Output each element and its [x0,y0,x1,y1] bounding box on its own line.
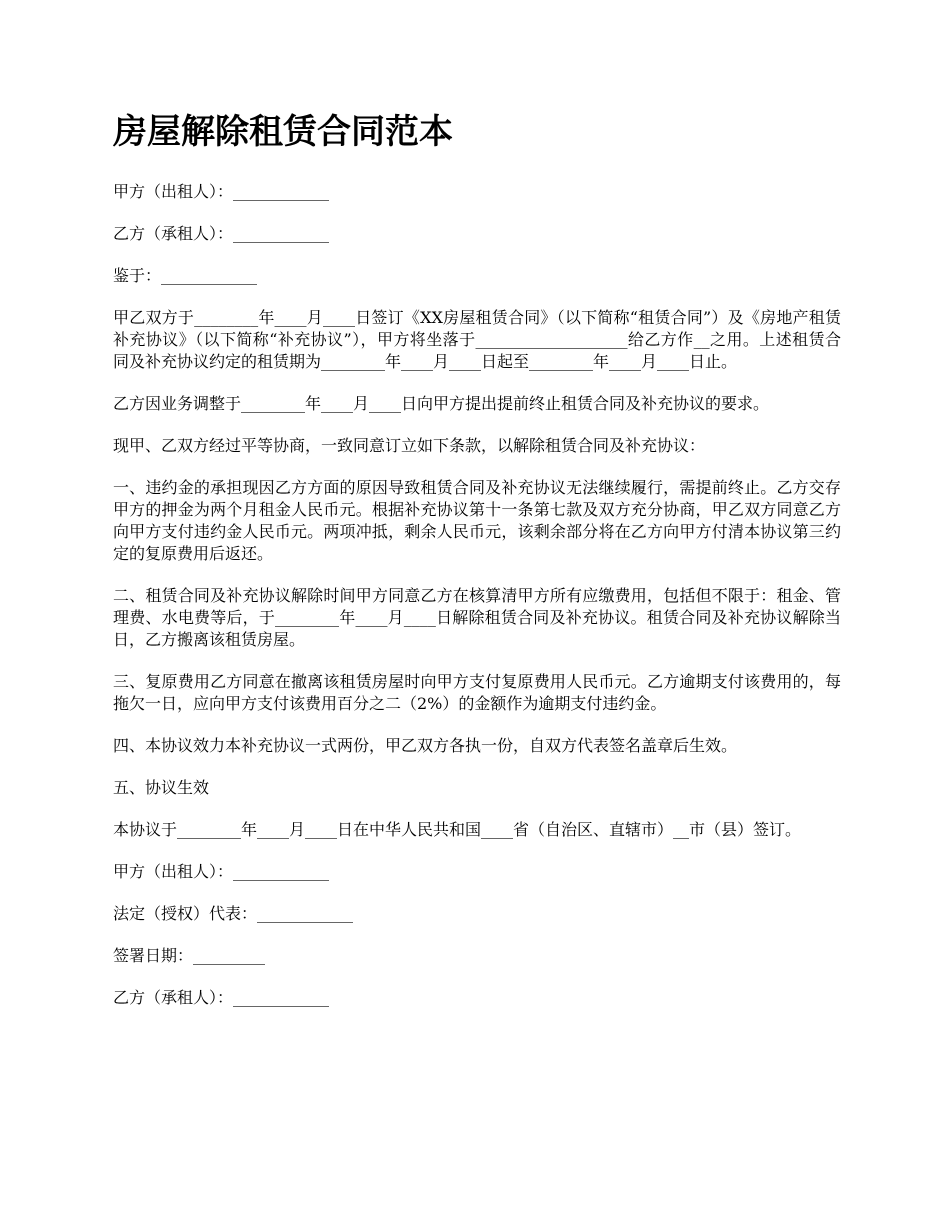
clause-5-heading: 五、协议生效 [113,777,210,797]
signature-legal-representative: 法定（授权）代表：____________ [113,903,354,923]
whereas-line: 鉴于：____________ [113,265,258,285]
termination-request-paragraph: 乙方因业务调整于________年____月____日向甲方提出提前终止租赁合同及补充协议的要求。 [113,393,770,413]
document-title: 房屋解除租赁合同范本 [113,112,453,152]
signature-party-b: 乙方（承租人）：____________ [113,987,330,1007]
clause-4-effectiveness: 四、本协议效力本补充协议一式两份，甲乙双方各执一份，自双方代表签名盖章后生效。 [113,735,738,755]
party-a-line: 甲方（出租人）：____________ [113,181,330,201]
clause-1-penalty: 一、违约金的承担现因乙方方面的原因导致租赁合同及补充协议无法继续履行，需提前终止。乙方交存甲方的押金为两个月租金人民币元。根据补充协议第十一条第七款及双方充分协商，甲乙双方同意乙方向甲方支付违约金人民币元。两项冲抵，剩余人民币元，该剩余部分将在乙方向甲方付清本协议第三约定的复原费用后返还。 [113,477,841,563]
party-b-line: 乙方（承租人）：____________ [113,223,330,243]
background-paragraph: 甲乙双方于________年____月____日签订《XX房屋租赁合同》（以下简称“租赁合同”）及《房地产租赁补充协议》（以下简称“补充协议”），甲方将坐落于___________________给乙方作__之用。上述租赁合同及补充协议约定的租赁期为________年____月____日起至________年____月____日止。 [113,307,841,371]
agreement-intro-paragraph: 现甲、乙双方经过平等协商，一致同意订立如下条款，以解除租赁合同及补充协议： [113,435,706,455]
clause-3-restoration-cost: 三、复原费用乙方同意在撤离该租赁房屋时向甲方支付复原费用人民币元。乙方逾期支付该费用的，每拖欠一日，应向甲方支付该费用百分之二（2%）的金额作为逾期支付违约金。 [113,671,841,713]
signature-date: 签署日期：_________ [113,945,266,965]
clause-2-termination-time: 二、租赁合同及补充协议解除时间甲方同意乙方在核算清甲方所有应缴费用，包括但不限于：租金、管理费、水电费等后，于________年____月____日解除租赁合同及补充协议。租赁合同及补充协议解除当日，乙方搬离该租赁房屋。 [113,585,841,649]
signing-location-paragraph: 本协议于________年____月____日在中华人民共和国____省（自治区、直辖市）__市（县）签订。 [113,819,802,839]
document-page [113,112,841,1029]
signature-party-a: 甲方（出租人）：____________ [113,861,330,881]
